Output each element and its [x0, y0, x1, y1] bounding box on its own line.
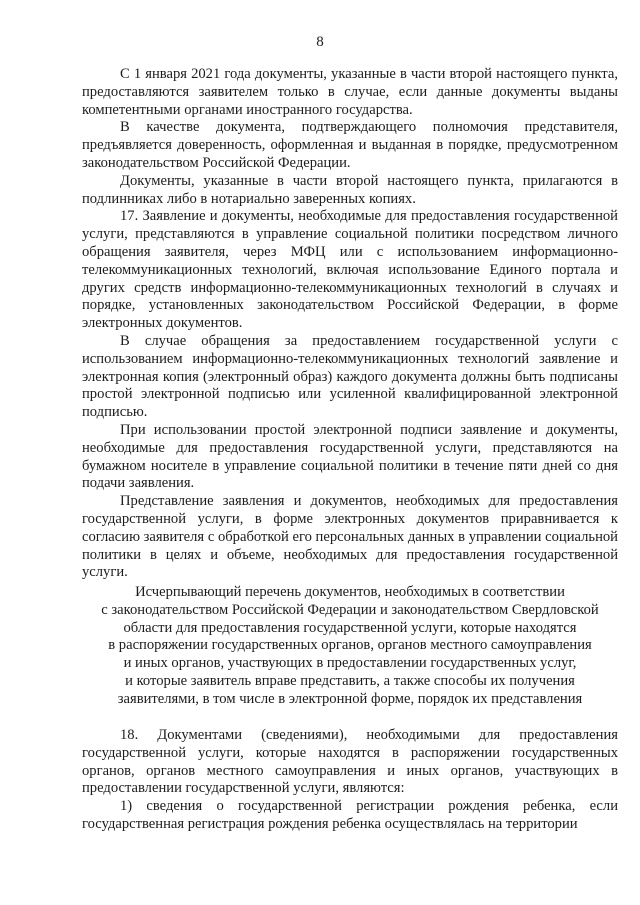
- section-heading-line: Исчерпывающий перечень документов, необходимых в соответствии: [135, 584, 565, 600]
- text-block-bottom: [82, 727, 618, 834]
- paragraph-foreign-documents: С 1 января 2021 года документы, указанные в части второй настоящего пункта, предоставляются заявителем только в случае, если данные документы выданы компетентными органами иностранного государства.: [82, 66, 618, 118]
- paragraph-representative-authority: В качестве документа, подтверждающего полномочия представителя, предъявляется доверенность, оформленная и выданная в порядке, предусмотренном законодательством Российской Федерации.: [82, 119, 618, 171]
- section-heading-line: заявителями, в том числе в электронной форме, порядок их представления: [117, 690, 583, 707]
- text-block-top: [82, 66, 618, 582]
- paragraph-electronic-signature: В случае обращения за предоставлением государственной услуги с использованием информационно-телекоммуникационных технологий заявление и электронная копия (электронный образ) каждого документа должны быть подписаны простой электронной подписью или усиленной квалифицированной электронной подписью.: [82, 332, 618, 421]
- section-heading-line: области для предоставления государственной услуги, которые находятся: [123, 619, 577, 636]
- paragraph-originals-or-copies: Документы, указанные в части второй настоящего пункта, прилагаются в подлинниках либо в нотариально заверенных копиях.: [82, 172, 618, 207]
- section-heading-line: и которые заявитель вправе представить, а также способы их получения: [125, 672, 575, 689]
- paragraph-item-18: 18. Документами (сведениями), необходимыми для предоставления государственной услуги, которые находятся в распоряжении государственных органов, органов местного самоуправления и иных органов, участвующих в предоставлении государственной услуги, являются:: [82, 727, 618, 797]
- section-heading-line: в распоряжении государственных органов, органов местного самоуправления: [108, 637, 592, 654]
- section-heading-line: и иных органов, участвующих в предоставлении государственных услуг,: [123, 655, 577, 672]
- section-heading: [82, 584, 618, 709]
- section-heading-line: с законодательством Российской Федерации и законодательством Свердловской: [101, 601, 599, 618]
- paragraph-subitem-1: 1) сведения о государственной регистрации рождения ребенка, если государственная регистрация рождения ребенка осуществлялась на территории: [82, 798, 618, 832]
- page-number: 8: [316, 34, 324, 50]
- paragraph-simple-signature: При использовании простой электронной подписи заявление и документы, необходимые для предоставления государственной услуги, представляются на бумажном носителе в управление социальной политики в течение пяти дней со дня подачи заявления.: [82, 421, 618, 492]
- paragraph-item-17: 17. Заявление и документы, необходимые для предоставления государственной услуги, представляются в управление социальной политики посредством личного обращения заявителя, через МФЦ или с использованием информационно-телекоммуникационных технологий, включая использование Единого портала и других средств информационно-телекоммуникационных технологий в случаях и порядке, установленных законодательством Российской Федерации, в форме электронных документов.: [82, 208, 618, 332]
- paragraph-personal-data-consent: Представление заявления и документов, необходимых для предоставления государственной услуги, в форме электронных документов приравнивается к согласию заявителя с обработкой его персональных данных в управлении социальной политики в целях и объеме, необходимых для предоставления государственной услуги.: [82, 493, 618, 581]
